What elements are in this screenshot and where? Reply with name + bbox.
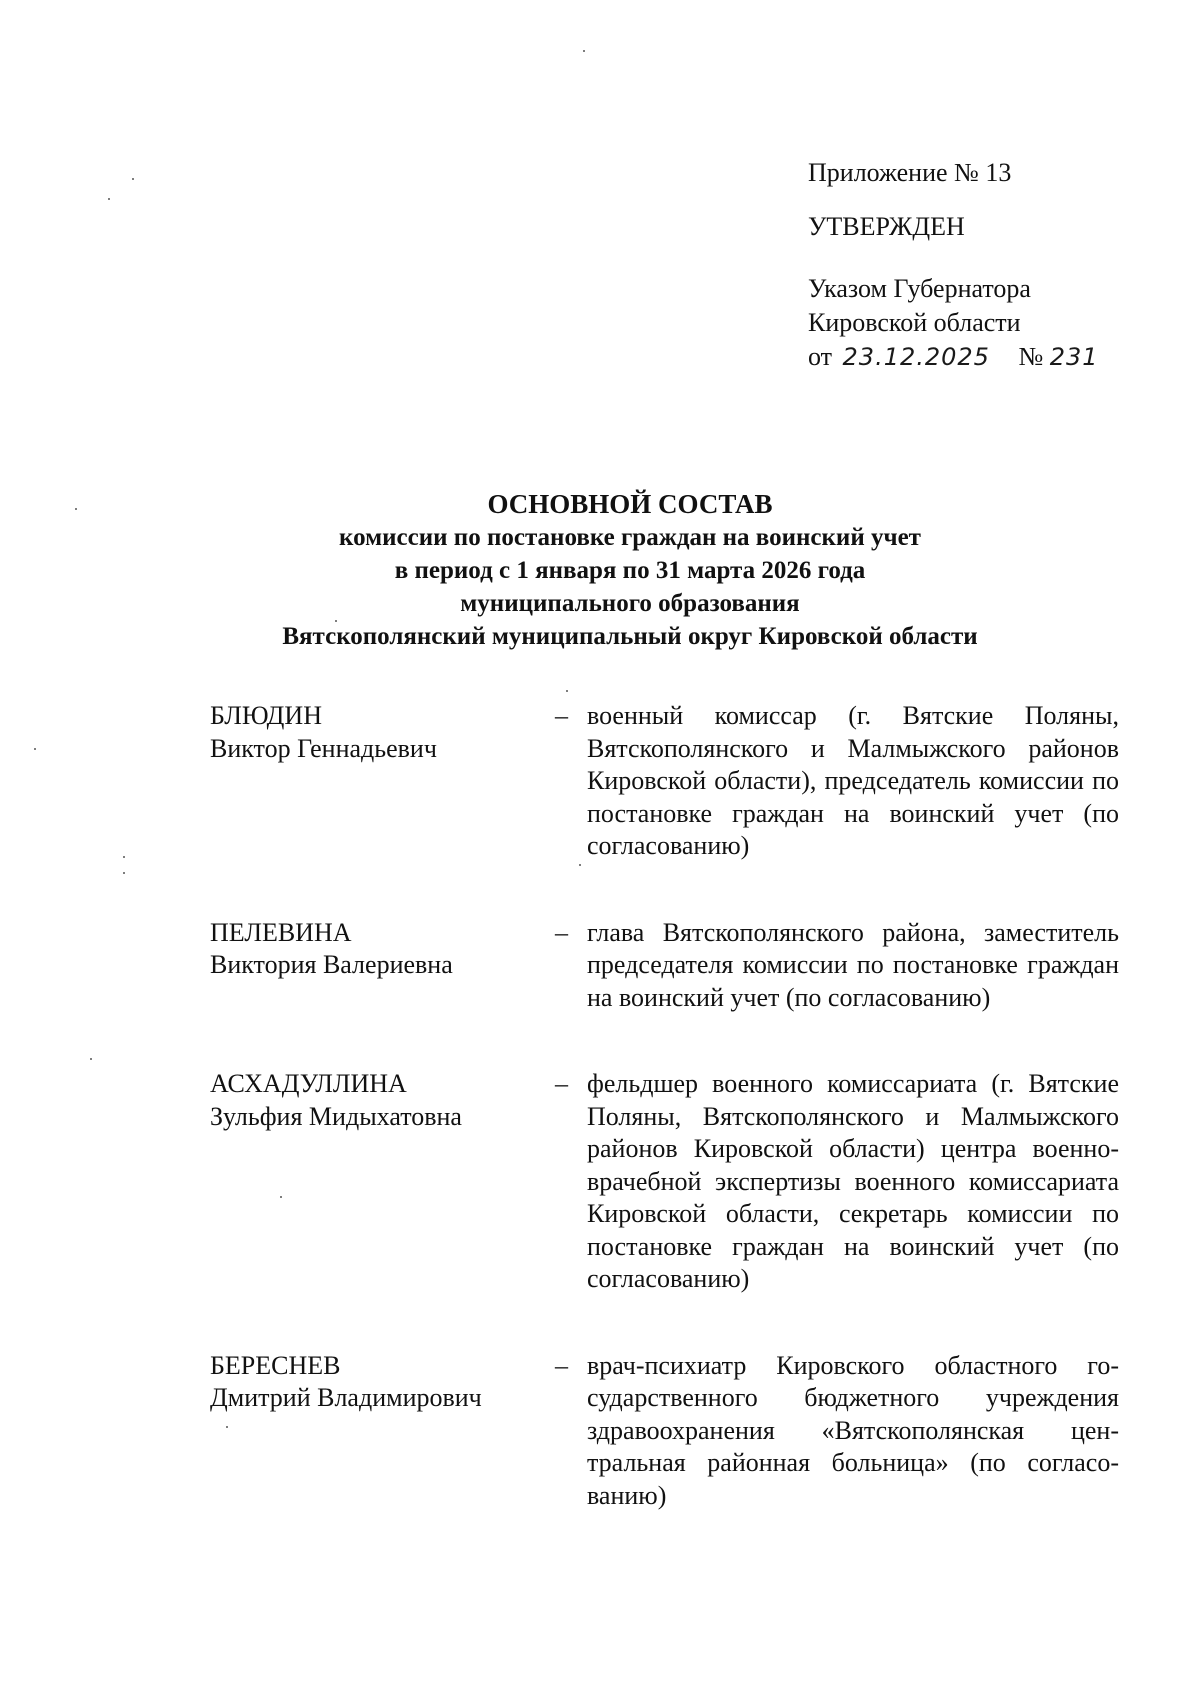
member-name — [210, 917, 555, 982]
scan-speck — [108, 198, 110, 200]
members-list — [210, 700, 1130, 1512]
member-dash: – — [555, 701, 568, 730]
scan-speck — [583, 50, 585, 52]
scan-speck — [123, 856, 125, 858]
scan-speck — [90, 1058, 92, 1060]
title-line3: муниципального образования — [460, 590, 800, 617]
scan-speck — [75, 508, 77, 510]
member-dash: – — [555, 1350, 568, 1380]
approved-label: УТВЕРЖДЕН — [808, 212, 965, 241]
member-name — [210, 1350, 555, 1415]
member-name — [210, 700, 555, 765]
member-entry — [210, 917, 1130, 1015]
title-line4: Вятскополянский муниципальный округ Кировской области — [282, 623, 978, 650]
member-given-names: Дмитрий Владимирович — [210, 1383, 482, 1412]
scan-speck — [280, 1196, 282, 1198]
scan-speck — [579, 864, 581, 866]
scan-speck — [132, 178, 134, 180]
scan-speck — [226, 1426, 228, 1428]
title-main: ОСНОВНОЙ СОСТАВ — [487, 489, 773, 519]
decree-date-number — [808, 340, 1138, 374]
member-surname: БЛЮДИН — [210, 701, 322, 730]
scan-speck — [566, 690, 568, 692]
document-title — [200, 488, 1060, 653]
member-role: врач-психиатр Кировского областного государственного бюджетного учреждения здравоохранения «Вятскополянская центральная районная больница» (по согласованию) — [587, 1350, 1119, 1510]
title-line1: комиссии по постановке граждан на воинский учет — [339, 524, 921, 551]
member-role: военный комиссар (г. Вятские Поляны, Вятскополянского и Малмыжского районов Кировской области), председатель комиссии по постановке граждан на воинский учет (по согласованию) — [587, 701, 1119, 860]
handwritten-number: 231 — [1049, 343, 1099, 371]
member-dash: – — [555, 917, 568, 947]
number-prefix: № — [1018, 342, 1044, 371]
member-given-names: Виктор Геннадьевич — [210, 733, 437, 763]
member-role: фельдшер военного комиссариата (г. Вятские Поляны, Вятскополянского и Малмыжского районов Кировской области) центра военно-врачебной экспертизы военного комиссариата Кировской области, секретарь комиссии по постановке граждан на воинский учет (по согласованию) — [587, 1069, 1119, 1293]
member-surname: АСХАДУЛЛИНА — [210, 1069, 407, 1098]
scan-speck — [34, 748, 36, 750]
member-surname: ПЕЛЕВИНА — [210, 917, 352, 947]
title-line2: в период с 1 января по 31 марта 2026 года — [394, 557, 866, 584]
member-entry — [210, 1068, 1130, 1296]
member-surname: БЕРЕСНЕВ — [210, 1350, 341, 1380]
member-entry — [210, 700, 1130, 863]
member-given-names: Виктория Валериевна — [210, 950, 453, 979]
scan-speck — [123, 872, 125, 874]
member-name — [210, 1068, 555, 1133]
date-prefix: от — [808, 342, 833, 371]
approved-by-line1: Указом Губернатора — [808, 274, 1031, 303]
approval-block — [808, 156, 1138, 374]
member-dash: – — [555, 1069, 568, 1098]
handwritten-date: 23.12.2025 — [842, 343, 990, 371]
appendix-number: Приложение № 13 — [808, 158, 1012, 187]
scan-speck — [335, 620, 337, 622]
member-role: глава Вятскополянского района, заместитель председателя комиссии по постановке граждан на воинский учет (по согласованию) — [587, 917, 1119, 1012]
member-given-names: Зульфия Мидыхатовна — [210, 1101, 462, 1131]
approved-by-line2: Кировской области — [808, 308, 1021, 337]
member-entry — [210, 1350, 1130, 1513]
